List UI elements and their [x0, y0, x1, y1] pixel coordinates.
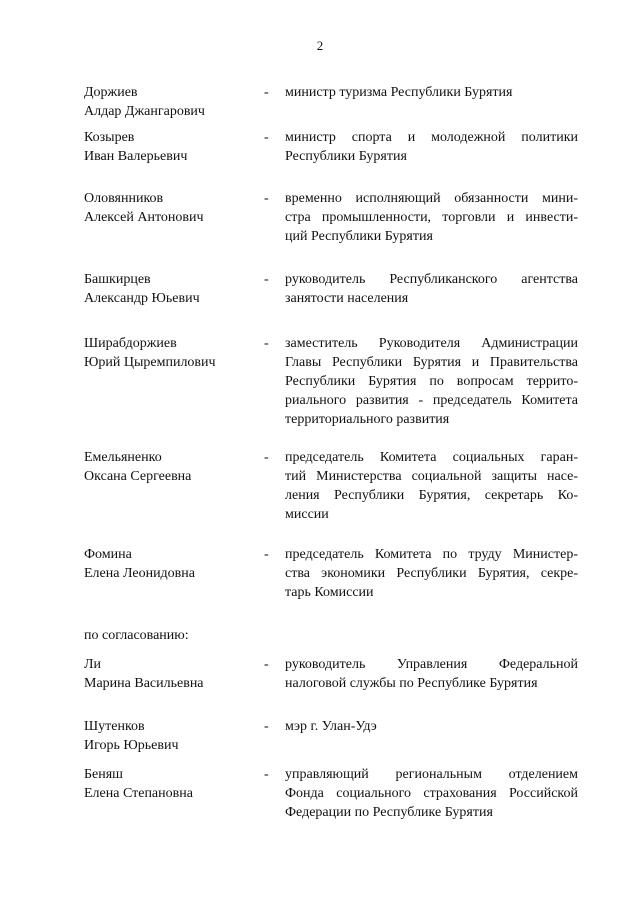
role-line: стра промышленности, торговли и инвести-	[285, 210, 578, 225]
role-line: ления Республики Бурятия, секретарь Ко-	[285, 488, 578, 503]
member-role	[285, 655, 578, 693]
member-role	[285, 128, 578, 166]
member-name	[84, 128, 259, 166]
member-surname: Доржиев	[84, 85, 138, 100]
member-surname: Ли	[84, 657, 101, 672]
member-given-names: Юрий Цыремпилович	[84, 355, 216, 370]
member-role	[285, 448, 578, 524]
page-number: 2	[316, 38, 324, 53]
member-name	[84, 83, 259, 121]
role-line: занятости населения	[285, 291, 409, 306]
role-line: Республики Бурятия	[285, 149, 407, 164]
dash-separator: -	[264, 547, 269, 562]
role-line: руководитель Республиканского агентства	[285, 272, 578, 287]
member-surname: Башкирцев	[84, 272, 151, 287]
dash-separator: -	[264, 130, 269, 145]
member-given-names: Елена Степановна	[84, 786, 193, 801]
dash-separator: -	[264, 272, 269, 287]
role-line: руководитель Управления Федеральной	[285, 657, 578, 672]
member-given-names: Марина Васильевна	[84, 676, 204, 691]
member-name	[84, 717, 259, 755]
dash-separator: -	[264, 191, 269, 206]
role-line: тий Министерства социальной защиты насе-	[285, 469, 578, 484]
member-role	[285, 765, 578, 822]
member-given-names: Алдар Джангарович	[84, 104, 205, 119]
member-surname: Емельяненко	[84, 450, 162, 465]
role-line: Главы Республики Бурятия и Правительства	[285, 355, 578, 370]
member-name	[84, 765, 259, 803]
member-given-names: Алексей Антонович	[84, 210, 204, 225]
member-surname: Ширабдоржиев	[84, 336, 177, 351]
member-surname: Козырев	[84, 130, 135, 145]
member-role	[285, 545, 578, 602]
role-line: территориального развития	[285, 412, 450, 427]
role-line: Федерации по Республике Бурятия	[285, 805, 493, 820]
role-line: ства экономики Республики Бурятия, секре-	[285, 566, 578, 581]
member-surname: Оловянников	[84, 191, 164, 206]
role-line: министр туризма Республики Бурятия	[285, 85, 513, 100]
member-name	[84, 655, 259, 693]
role-line: риального развития - председатель Комитета	[285, 393, 578, 408]
dash-separator: -	[264, 450, 269, 465]
dash-separator: -	[264, 767, 269, 782]
member-name	[84, 334, 259, 372]
member-role	[285, 334, 578, 429]
role-line: мэр г. Улан-Удэ	[285, 719, 377, 734]
role-line: Республики Бурятия по вопросам террито-	[285, 374, 578, 389]
member-given-names: Елена Леонидовна	[84, 566, 195, 581]
role-line: миссии	[285, 507, 329, 522]
dash-separator: -	[264, 85, 269, 100]
role-line: председатель Комитета по труду Министер-	[285, 547, 578, 562]
role-line: заместитель Руководителя Администрации	[285, 336, 578, 351]
dash-separator: -	[264, 657, 269, 672]
member-given-names: Александр Юьевич	[84, 291, 200, 306]
dash-separator: -	[264, 336, 269, 351]
role-line: министр спорта и молодежной политики	[285, 130, 578, 145]
member-surname: Шутенков	[84, 719, 145, 734]
role-line: ций Республики Бурятия	[285, 229, 433, 244]
dash-separator: -	[264, 719, 269, 734]
role-line: Фонда социального страхования Российской	[285, 786, 578, 801]
member-surname: Беняш	[84, 767, 123, 782]
member-given-names: Иван Валерьевич	[84, 149, 188, 164]
member-role	[285, 83, 578, 102]
member-surname: Фомина	[84, 547, 132, 562]
role-line: тарь Комиссии	[285, 585, 374, 600]
member-role	[285, 717, 578, 736]
role-line: председатель Комитета социальных гаран-	[285, 450, 578, 465]
member-given-names: Оксана Сергеевна	[84, 469, 192, 484]
member-name	[84, 545, 259, 583]
agreement-section-label: по согласованию:	[84, 628, 189, 643]
role-line: налоговой службы по Республике Бурятия	[285, 676, 538, 691]
role-line: временно исполняющий обязанности мини-	[285, 191, 578, 206]
role-line: управляющий региональным отделением	[285, 767, 578, 782]
member-name	[84, 448, 259, 486]
member-role	[285, 189, 578, 246]
member-given-names: Игорь Юрьевич	[84, 738, 179, 753]
member-role	[285, 270, 578, 308]
member-name	[84, 189, 259, 227]
member-name	[84, 270, 259, 308]
